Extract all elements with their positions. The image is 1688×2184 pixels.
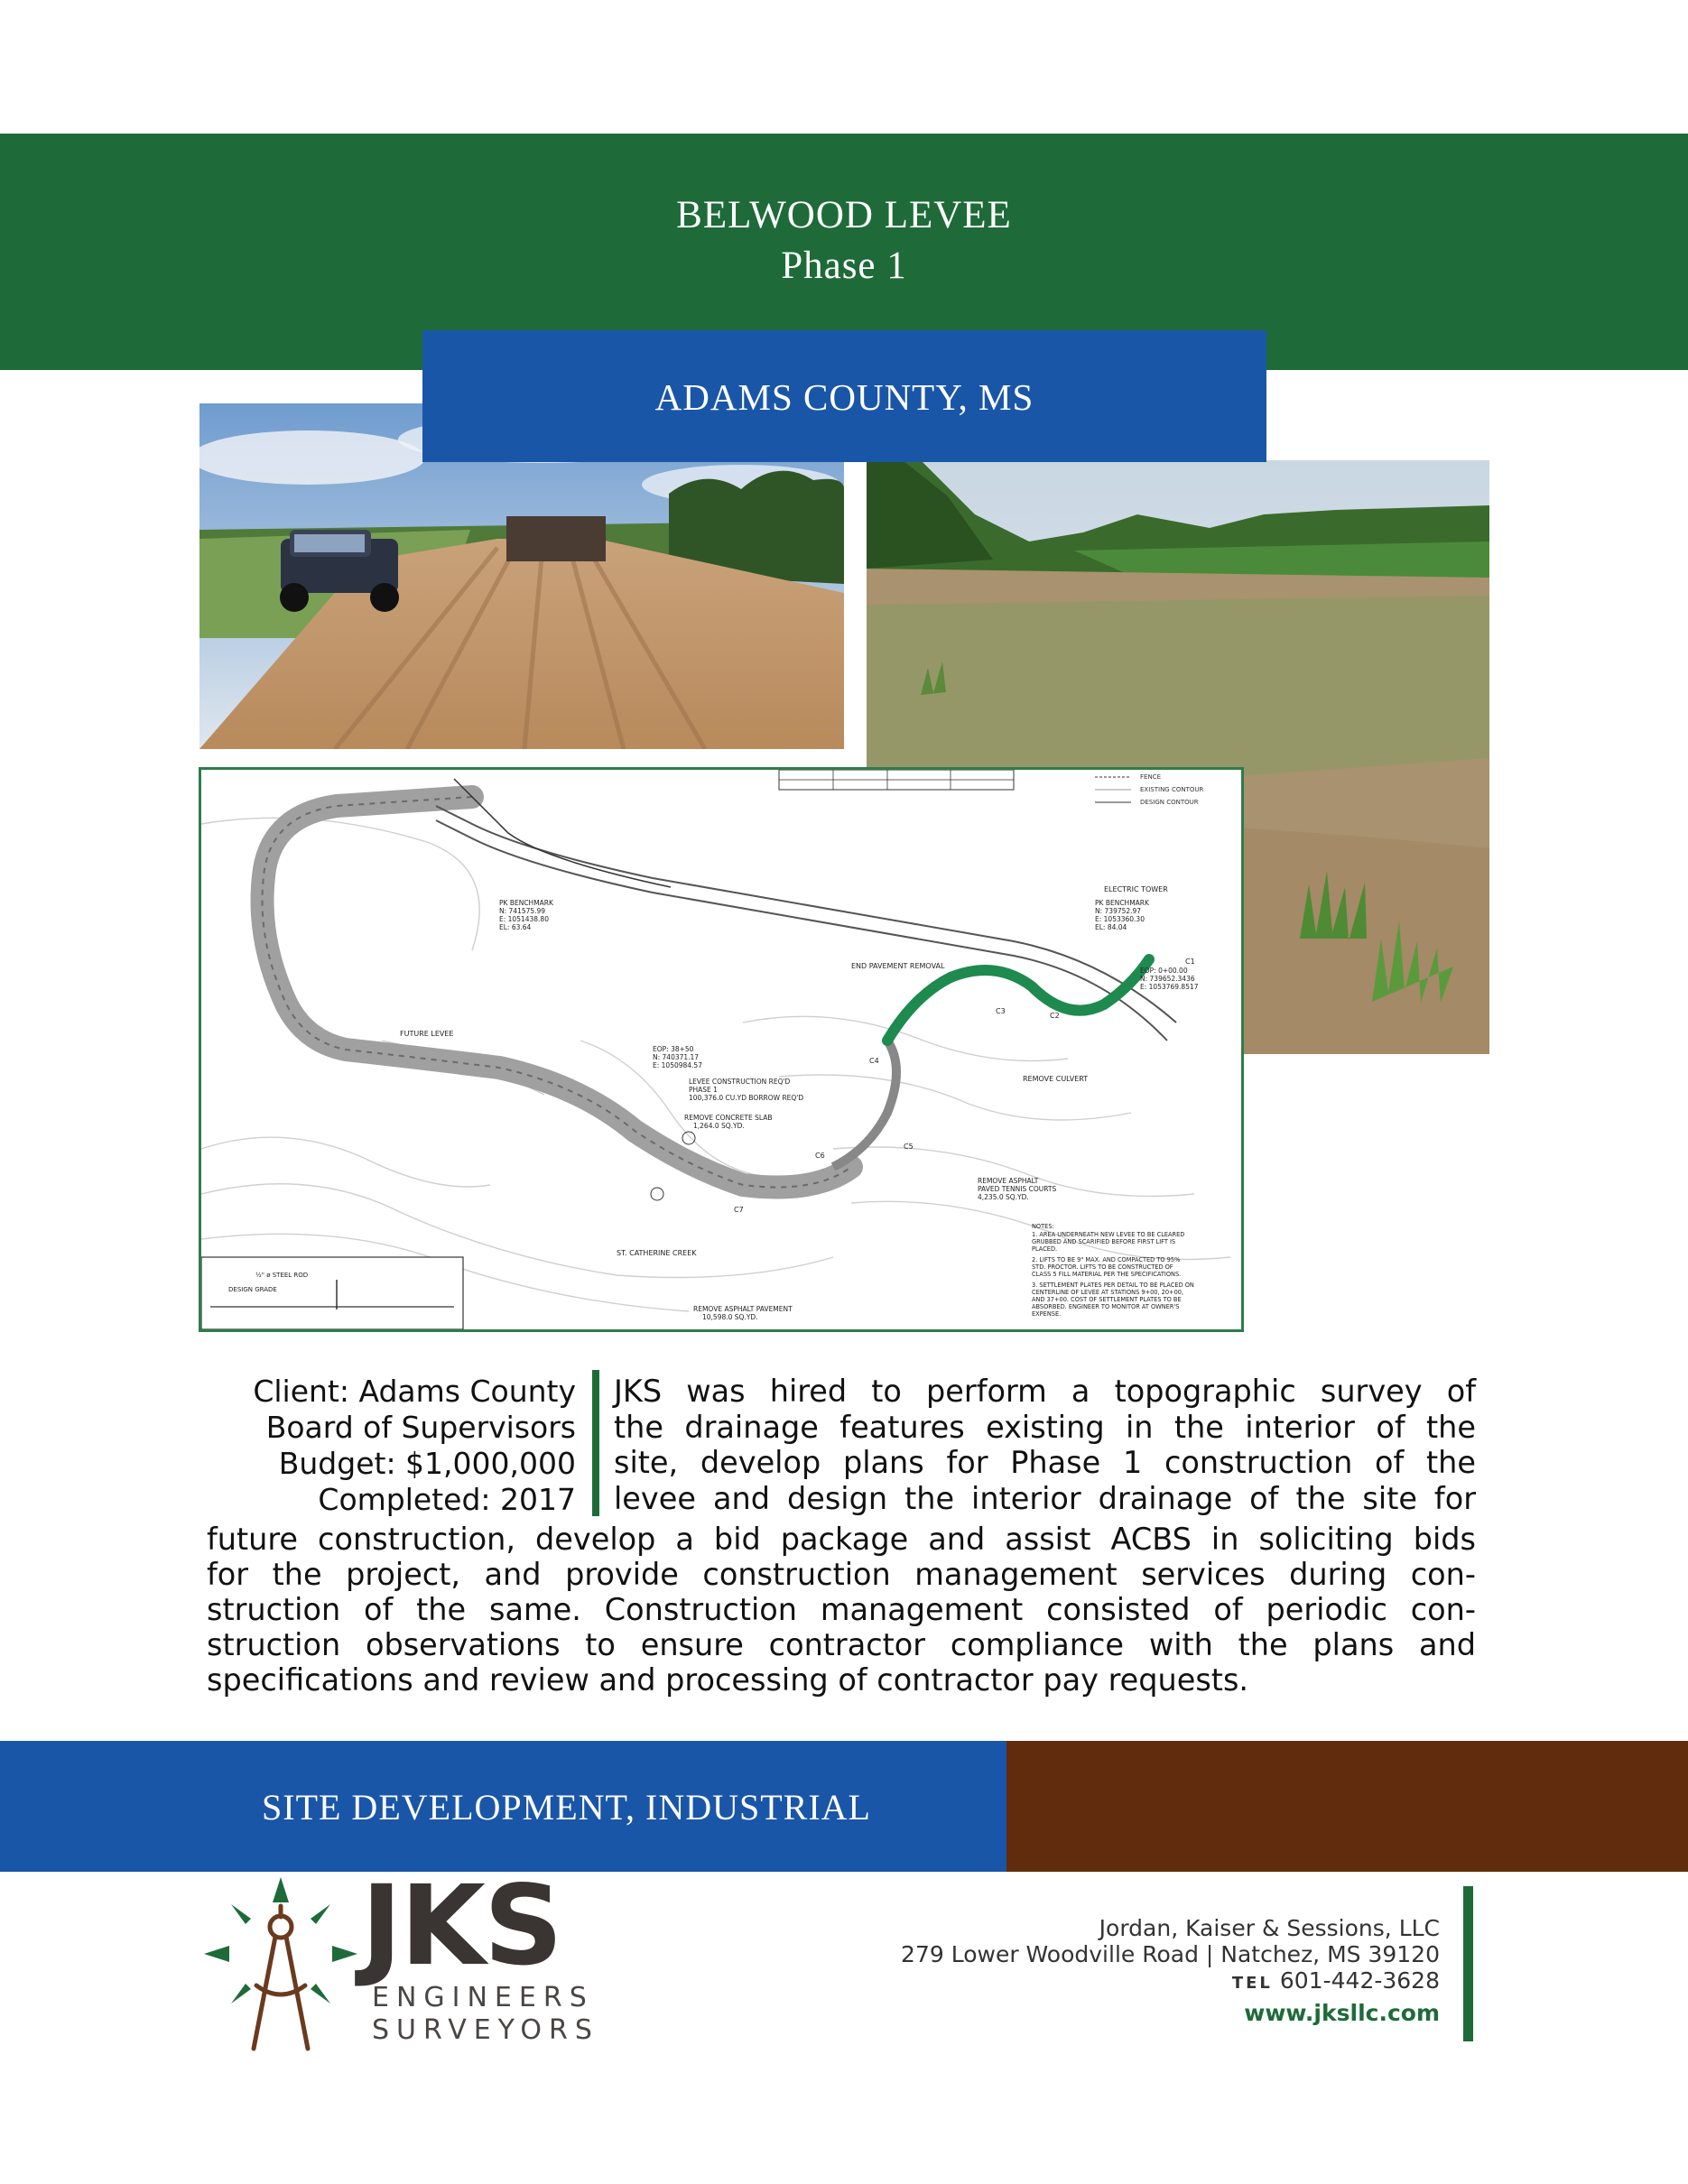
logo-wordmark: JKS — [361, 1862, 561, 1990]
phone-row — [901, 1967, 1440, 1996]
description-line: struction observations to ensure contractor compliance with the plans and — [207, 1627, 1476, 1662]
info-divider — [592, 1370, 599, 1516]
plan-curve-c5: C5 — [904, 1143, 914, 1151]
description-line: JKS was hired to perform a topographic survey of — [614, 1374, 1476, 1409]
plan-pk1-1: PK BENCHMARK — [499, 899, 553, 907]
description-line: specifications and review and processing of contractor pay requests. — [207, 1662, 1249, 1698]
plan-levee-3: 100,376.0 CU.YD BORROW REQ'D — [689, 1094, 804, 1102]
plan-levee-1: LEVEE CONSTRUCTION REQ'D — [689, 1078, 791, 1086]
county-banner — [422, 330, 1266, 462]
website-link[interactable]: www.jksllc.com — [1244, 2000, 1440, 2026]
description-full — [207, 1522, 1476, 1698]
plan-asphalt-3: 4,235.0 SQ.YD. — [978, 1193, 1029, 1201]
plan-note-9: AND 37+00. COST OF SETTLEMENT PLATES TO BE — [1032, 1296, 1182, 1303]
plan-end-pavement: END PAVEMENT REMOVAL — [851, 962, 945, 970]
plan-eop1-3: E: 1050984.57 — [653, 1061, 702, 1069]
plan-detail-grade: DESIGN GRADE — [228, 1286, 277, 1293]
legend-fence: FENCE — [1140, 773, 1161, 781]
plan-asphalt-2: PAVED TENNIS COURTS — [978, 1185, 1057, 1193]
legend-design: DESIGN CONTOUR — [1140, 799, 1199, 806]
plan-asphalt-1: REMOVE ASPHALT — [978, 1177, 1039, 1185]
company-address: 279 Lower Woodville Road | Natchez, MS 39120 — [901, 1941, 1440, 1967]
plan-creek: ST. CATHERINE CREEK — [617, 1249, 697, 1257]
category-band — [0, 1741, 1006, 1872]
tel-label: TEL — [1231, 1974, 1273, 1993]
plan-pk2-3: E: 1053360.30 — [1095, 915, 1145, 923]
plan-note-10: ABSORBED. ENGINEER TO MONITOR AT OWNER'S — [1032, 1303, 1180, 1310]
description-line: site, develop plans for Phase 1 construction of the — [614, 1445, 1476, 1480]
plan-note-11: EXPENSE. — [1032, 1310, 1062, 1318]
legend-existing: EXISTING CONTOUR — [1140, 786, 1204, 793]
plan-note-6: CLASS 5 FILL MATERIAL PER THE SPECIFICATIONS. — [1032, 1271, 1182, 1278]
plan-note-4: 2. LIFTS TO BE 9" MAX. AND COMPACTED TO 95% — [1032, 1256, 1181, 1263]
county-name: ADAMS COUNTY, MS — [654, 376, 1034, 418]
plan-note-8: CENTERLINE OF LEVEE AT STATIONS 9+00, 20+00, — [1032, 1289, 1184, 1296]
plan-note-3: PLACED. — [1032, 1245, 1058, 1253]
plan-levee-2: PHASE 1 — [689, 1086, 718, 1094]
logo-subtitle-engineers: ENGINEERS — [372, 1982, 594, 2013]
plan-pk2-2: N: 739752.97 — [1095, 907, 1142, 915]
plan-note-1: 1. AREA UNDERNEATH NEW LEVEE TO BE CLEARED — [1032, 1231, 1185, 1238]
plan-pk1-2: N: 741575.99 — [499, 907, 546, 915]
category-label: SITE DEVELOPMENT, INDUSTRIAL — [262, 1787, 871, 1828]
client-line-1: Client: Adams County — [253, 1374, 576, 1409]
plan-note-0: NOTES: — [1032, 1223, 1054, 1230]
logo-subtitle-surveyors: SURVEYORS — [372, 2014, 599, 2046]
company-name: Jordan, Kaiser & Sessions, LLC — [1099, 1915, 1440, 1941]
description-column — [614, 1374, 1476, 1516]
project-phase: Phase 1 — [781, 245, 907, 287]
description-line: struction of the same. Construction management consisted of periodic con- — [207, 1592, 1476, 1627]
compass-logo-icon — [204, 1877, 357, 2058]
description-line: future construction, develop a bid package and assist ACBS in soliciting bids — [207, 1522, 1476, 1557]
plan-pk1-4: EL: 63.64 — [499, 923, 532, 931]
plan-remove-culvert: REMOVE CULVERT — [1023, 1075, 1089, 1083]
plan-curve-c1: C1 — [1185, 958, 1195, 966]
plan-note-2: GRUBBED AND SCARIFIED BEFORE FIRST LIFT IS — [1032, 1238, 1176, 1245]
plan-note-5: STD. PROCTOR. LIFTS TO BE CONSTRUCTED OF — [1032, 1263, 1173, 1271]
plan-eop2-3: E: 1053769.8517 — [1140, 983, 1199, 991]
project-title: BELWOOD LEVEE — [676, 194, 1012, 236]
plan-eop2-1: EOP: 0+00.00 — [1140, 967, 1188, 975]
plan-pavement-2: 10,598.0 SQ.YD. — [702, 1313, 758, 1321]
budget: Budget: $1,000,000 — [278, 1446, 576, 1481]
project-info — [172, 1374, 576, 1518]
plan-curve-c2: C2 — [1050, 1012, 1060, 1020]
plan-pk1-3: E: 1051438.80 — [499, 915, 549, 923]
description-line: for the project, and provide construction management services during con- — [207, 1557, 1476, 1592]
plan-electric-tower: ELECTRIC TOWER — [1104, 885, 1168, 893]
client-line-2: Board of Supervisors — [265, 1410, 576, 1445]
plan-future-levee: FUTURE LEVEE — [400, 1030, 454, 1038]
plan-pavement-1: REMOVE ASPHALT PAVEMENT — [693, 1305, 793, 1313]
plan-curve-c6: C6 — [815, 1152, 825, 1160]
category-accent — [1006, 1741, 1688, 1872]
completed: Completed: 2017 — [318, 1482, 576, 1517]
plan-note-7: 3. SETTLEMENT PLATES PER DETAIL TO BE PLACED ON — [1032, 1282, 1194, 1289]
plan-eop2-2: N: 739652.3436 — [1140, 975, 1195, 983]
plan-curve-c7: C7 — [734, 1206, 744, 1214]
plan-pk2-1: PK BENCHMARK — [1095, 899, 1149, 907]
plan-slab-1: REMOVE CONCRETE SLAB — [684, 1114, 773, 1122]
site-plan-drawing — [199, 767, 1244, 1332]
plan-detail-rod: ½" ø STEEL ROD — [255, 1272, 309, 1279]
plan-slab-2: 1,264.0 SQ.YD. — [693, 1122, 745, 1130]
contact-divider — [1463, 1886, 1473, 2041]
plan-pk2-4: EL: 84.04 — [1095, 923, 1127, 931]
plan-eop1-2: N: 740371.17 — [653, 1053, 700, 1061]
description-line: the drainage features existing in the interior of the — [614, 1409, 1476, 1445]
plan-curve-c3: C3 — [996, 1007, 1006, 1015]
phone-number[interactable]: 601-442-3628 — [1279, 1967, 1440, 1994]
plan-eop1-1: EOP: 38+50 — [653, 1045, 694, 1053]
description-line: levee and design the interior drainage of the site for — [614, 1480, 1476, 1516]
contact-block — [901, 1915, 1440, 2026]
plan-curve-c4: C4 — [869, 1057, 879, 1065]
